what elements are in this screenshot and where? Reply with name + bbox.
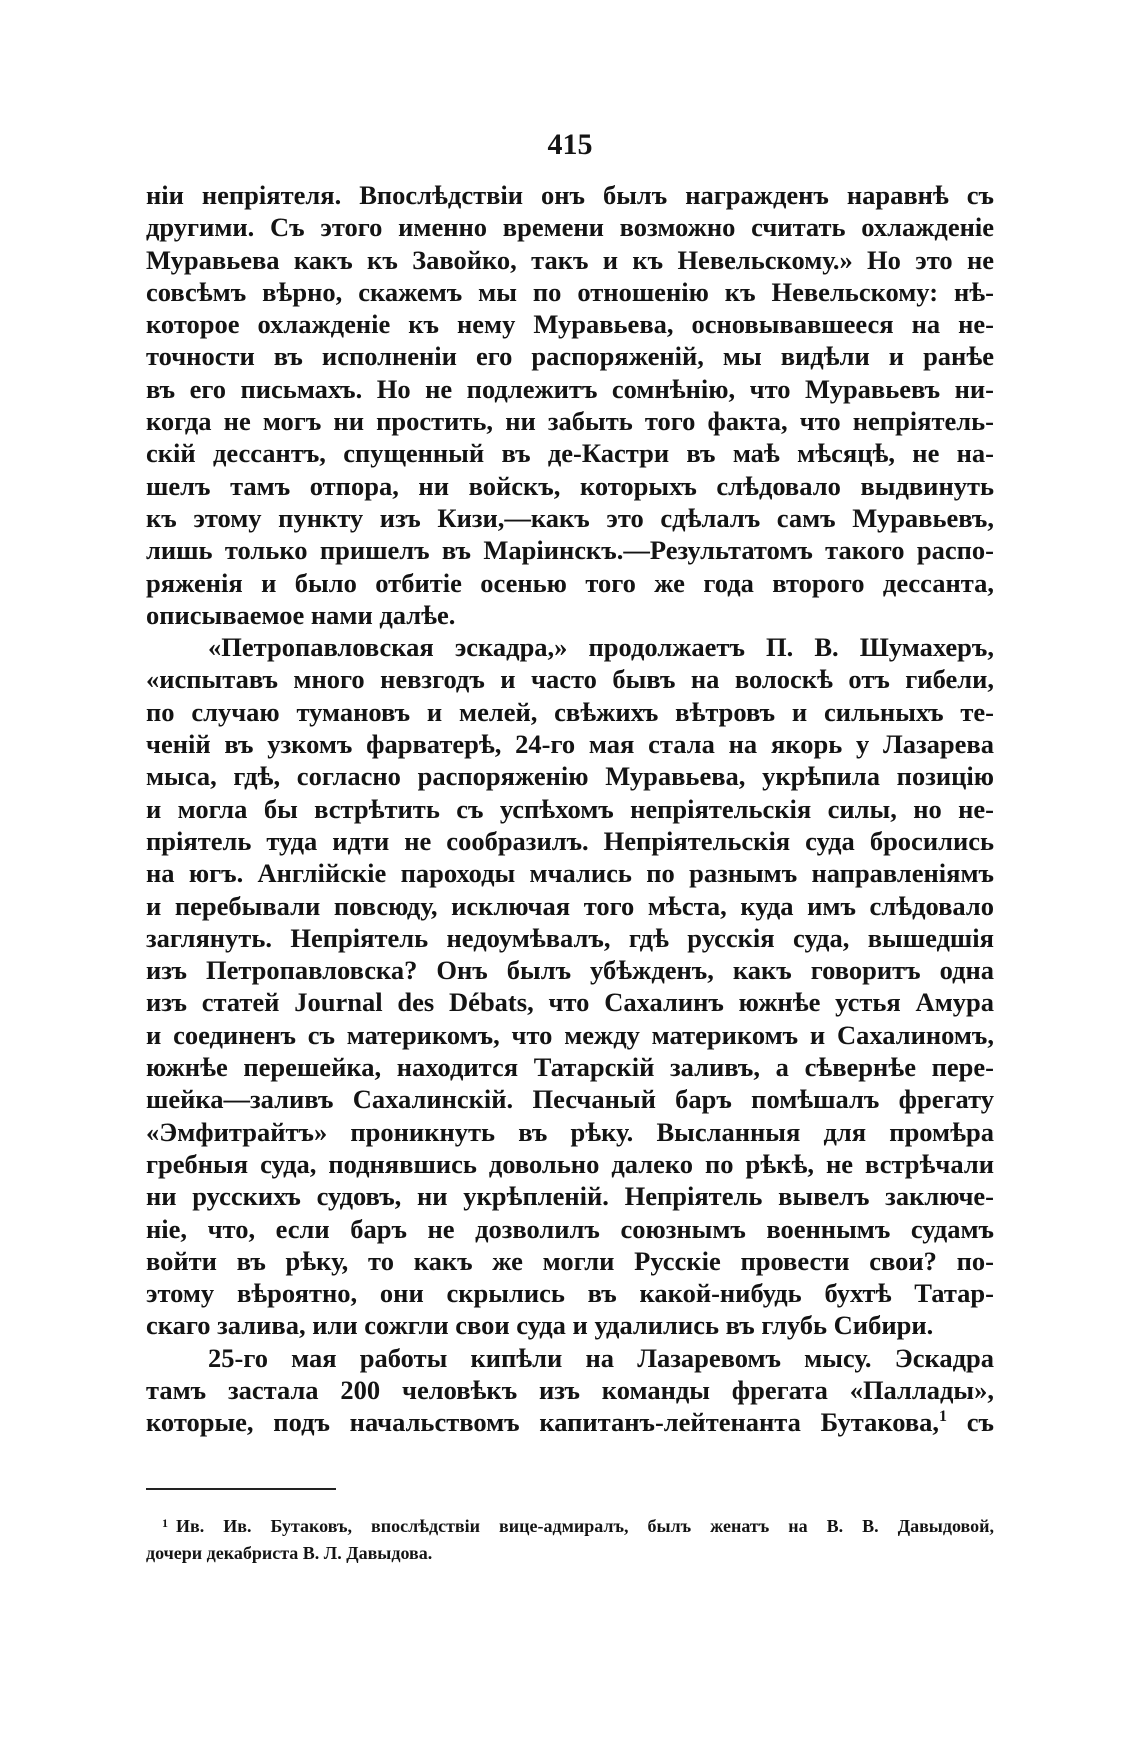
text-line: изъ статей Journal des Débats, что Сахалинъ южнѣе устья Амура (146, 987, 994, 1018)
page-number: 415 (547, 128, 593, 161)
text-line: описываемое нами далѣе. (146, 599, 456, 630)
text-line: скій дессантъ, спущенный въ де-Кастри въ маѣ мѣсяцѣ, не на- (146, 438, 994, 469)
text-line: заглянуть. Непріятель недоумѣвалъ, гдѣ русскія суда, вышедшія (146, 922, 994, 953)
text-line: когда не могъ ни простить, ни забыть того факта, что непріятель- (146, 406, 994, 437)
text-line: и могла бы встрѣтить съ успѣхомъ непріятельскія силы, но не- (146, 793, 994, 824)
footnote-line: дочери декабриста В. Л. Давыдова. (146, 1543, 433, 1563)
text-line-content: которые, подъ начальствомъ капитанъ-лейтенанта Бутакова, (146, 1407, 940, 1438)
text-line-tail: съ (966, 1407, 994, 1438)
text-line: и соединенъ съ материкомъ, что между материкомъ и Сахалиномъ, (146, 1019, 994, 1050)
text-line: «Петропавловская эскадра,» продолжаетъ П. В. Шумахеръ, (208, 632, 994, 663)
text-line: ряженія и было отбитіе осенью того же года второго дессанта, (146, 567, 994, 598)
text-line: совсѣмъ вѣрно, скажемъ мы по отношенію къ Невельскому: нѣ- (146, 276, 994, 307)
text-line: 25-го мая работы кипѣли на Лазаревомъ мысу. Эскадра (208, 1342, 994, 1373)
text-line: точности въ исполненіи его распоряженій, мы видѣли и ранѣе (146, 341, 994, 372)
text-line: «Эмфитрайтъ» проникнуть въ рѣку. Высланныя для промѣра (146, 1116, 994, 1147)
text-line: и перебывали повсюду, исключая того мѣста, куда имъ слѣдовало (146, 890, 994, 921)
text-line: Муравьева какъ къ Завойко, такъ и къ Невельскому.» Но это не (146, 244, 994, 275)
text-line: шелъ тамъ отпора, ни войскъ, которыхъ слѣдовало выдвинуть (146, 470, 994, 501)
text-line: изъ Петропавловска? Онъ былъ убѣжденъ, какъ говоритъ одна (146, 955, 994, 986)
footnote (146, 1508, 994, 1568)
text-line: «испытавъ много невзгодъ и часто бывъ на волоскѣ отъ гибели, (146, 664, 994, 695)
text-line: которое охлажденіе къ нему Муравьева, основывавшееся на не- (146, 309, 994, 340)
text-line: шейка—заливъ Сахалинскій. Песчаный баръ помѣшалъ фрегату (146, 1084, 994, 1115)
text-line: пріятель туда идти не сообразилъ. Непріятельскія суда бросились (146, 825, 994, 856)
text-line: къ этому пункту изъ Кизи,—какъ это сдѣлалъ самъ Муравьевъ, (146, 502, 994, 533)
text-line: гребныя суда, поднявшись довольно далеко по рѣкѣ, не встрѣчали (146, 1148, 994, 1179)
text-line: южнѣе перешейка, находится Татарскій заливъ, а сѣвернѣе пере- (146, 1052, 994, 1083)
text-line: ніе, что, если баръ не дозволилъ союзнымъ военнымъ судамъ (146, 1213, 994, 1244)
body-text (146, 179, 994, 1439)
text-line: въ его письмахъ. Но не подлежитъ сомнѣнію, что Муравьевъ ни- (146, 373, 994, 404)
text-line: лишь только пришелъ въ Маріинскъ.—Результатомъ такого распо- (146, 535, 994, 566)
footnote-marker: 1 (162, 1516, 168, 1530)
text-line: другими. Съ этого именно времени возможно считать охлажденіе (146, 212, 994, 243)
text-line: по случаю тумановъ и мелей, свѣжихъ вѣтровъ и сильныхъ те- (146, 696, 994, 727)
footnote-divider (146, 1488, 336, 1490)
footnote-reference: 1 (939, 1408, 948, 1426)
text-line: войти въ рѣку, то какъ же могли Русскіе провести свои? по- (146, 1245, 994, 1276)
text-line (146, 1406, 994, 1438)
text-line: ченій въ узкомъ фарватерѣ, 24-го мая стала на якорь у Лазарева (146, 729, 994, 760)
footnote-line-text: Ив. Ив. Бутаковъ, впослѣдствіи вице-адмиралъ, былъ женатъ на В. В. Давыдовой, (176, 1516, 994, 1536)
text-line: ніи непріятеля. Впослѣдствіи онъ былъ награжденъ наравнѣ съ (146, 180, 994, 210)
text-line: ни русскихъ судовъ, ни укрѣпленій. Непріятель вывелъ заключе- (146, 1181, 994, 1212)
footnote-line (146, 1508, 994, 1538)
text-line: скаго залива, или сожгли свои суда и удалились въ глубь Сибири. (146, 1310, 934, 1341)
text-line: этому вѣроятно, они скрылись въ какой-нибудь бухтѣ Татар- (146, 1278, 994, 1309)
text-line: на югъ. Англійскіе пароходы мчались по разнымъ направленіямъ (146, 858, 994, 889)
text-line: мыса, гдѣ, согласно распоряженію Муравьева, укрѣпила позицію (146, 761, 994, 792)
text-line: тамъ застала 200 человѣкъ изъ команды фрегата «Паллады», (146, 1374, 994, 1405)
